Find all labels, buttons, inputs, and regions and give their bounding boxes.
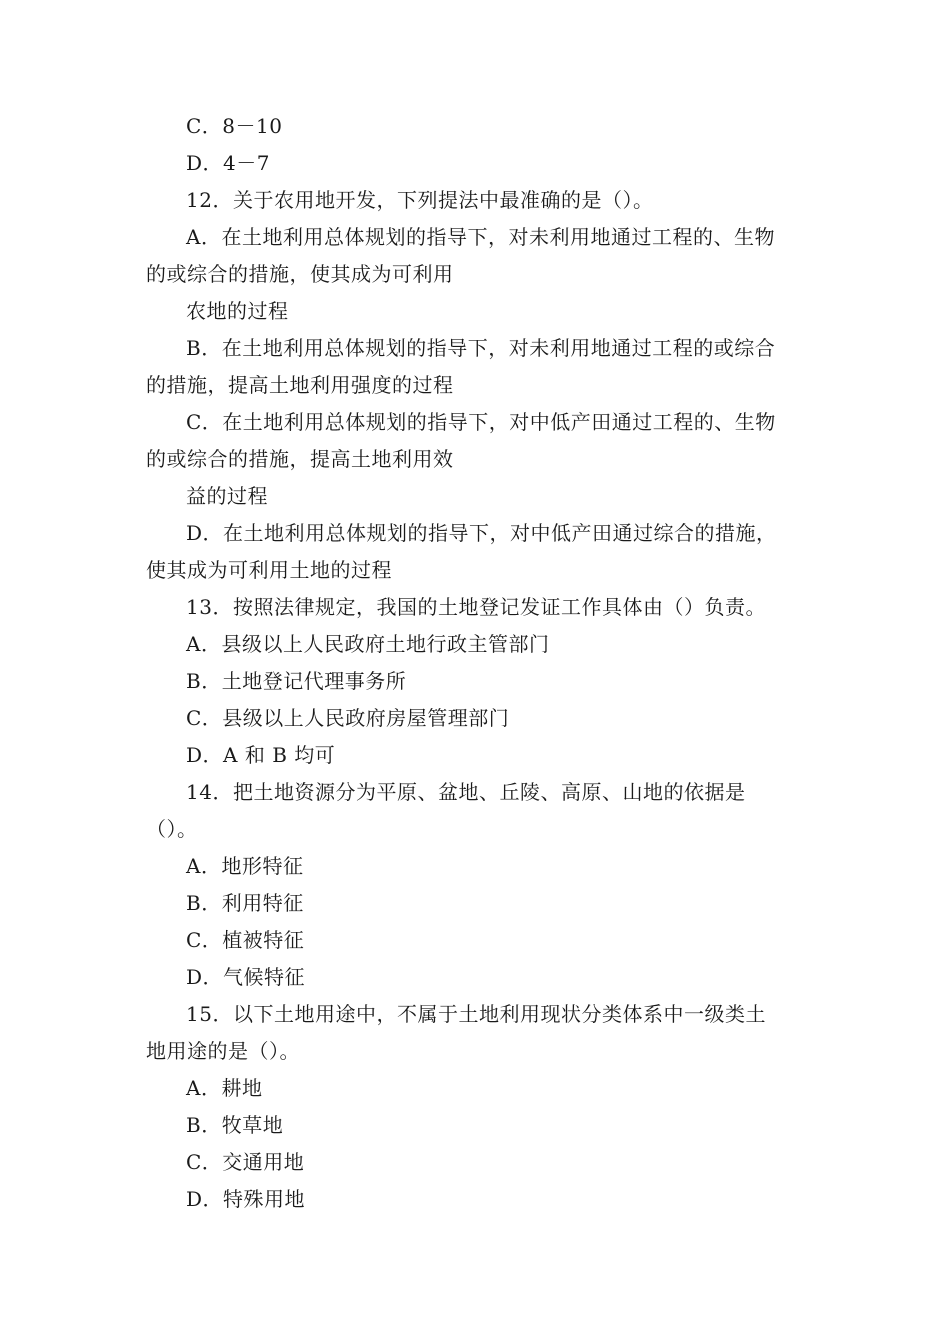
text-line: B．在土地利用总体规划的指导下，对未利用地通过工程的或综合 [186, 336, 776, 360]
text-line: 的措施，提高土地利用强度的过程 [146, 373, 454, 397]
text-line: D．气候特征 [186, 965, 306, 989]
text-line: A．耕地 [186, 1076, 263, 1100]
text-line: A．县级以上人民政府土地行政主管部门 [186, 632, 550, 656]
text-line: 使其成为可利用土地的过程 [146, 558, 392, 582]
text-line: （）。 [146, 817, 198, 841]
text-line: B．土地登记代理事务所 [186, 669, 407, 693]
text-line: D．A 和 B 均可 [186, 743, 336, 767]
text-line: A．在土地利用总体规划的指导下，对未利用地通过工程的、生物 [186, 225, 775, 249]
text-line: C．县级以上人民政府房屋管理部门 [186, 706, 510, 730]
text-line: C．交通用地 [186, 1150, 305, 1174]
text-line: A．地形特征 [186, 854, 304, 878]
text-line: 益的过程 [186, 484, 268, 508]
text-line: D．4－7 [186, 151, 270, 175]
text-line: 地用途的是（）。 [146, 1039, 300, 1063]
text-line: 农地的过程 [186, 299, 289, 323]
question-15: 15．以下土地用途中，不属于土地利用现状分类体系中一级类土 [186, 1002, 766, 1026]
text-line: D．特殊用地 [186, 1187, 306, 1211]
question-14: 14．把土地资源分为平原、盆地、丘陵、高原、山地的依据是 [186, 780, 746, 804]
text-line: B．利用特征 [186, 891, 304, 915]
text-line: C．植被特征 [186, 928, 305, 952]
text-line: C．在土地利用总体规划的指导下，对中低产田通过工程的、生物 [186, 410, 776, 434]
document-page [0, 108, 950, 1218]
text-line: B．牧草地 [186, 1113, 284, 1137]
text-line: 的或综合的措施，使其成为可利用 [146, 262, 454, 286]
text-line: D．在土地利用总体规划的指导下，对中低产田通过综合的措施， [186, 521, 777, 545]
text-line: 的或综合的措施，提高土地利用效 [146, 447, 454, 471]
text-line: C．8－10 [186, 114, 283, 138]
question-12: 12．关于农用地开发，下列提法中最准确的是（）。 [186, 188, 654, 212]
question-13: 13．按照法律规定，我国的土地登记发证工作具体由（）负责。 [186, 595, 766, 619]
